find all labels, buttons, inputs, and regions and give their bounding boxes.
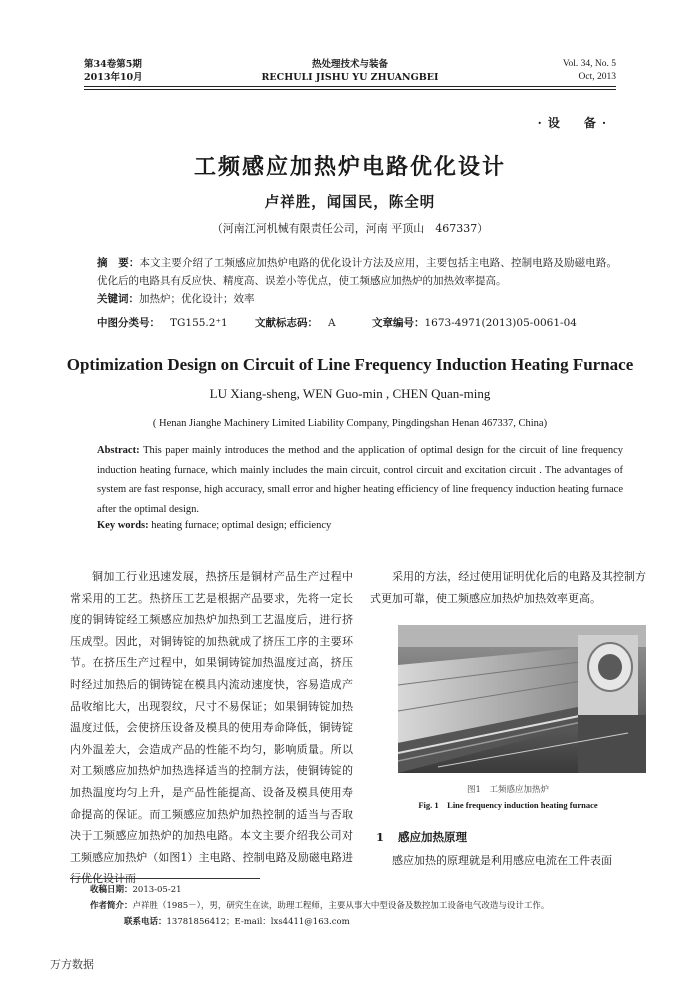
header-rule-thin — [84, 89, 616, 90]
volume-issue: 第34卷第5期 — [84, 59, 142, 70]
figure-caption-en: Fig. 1 Line frequency induction heating furnace — [418, 800, 598, 810]
author-info-label: 作者简介： — [90, 901, 133, 911]
contact-info: 13781856412；E-mail：lxs4411@163.com — [166, 917, 350, 927]
keywords-cn-label: 关键词： — [97, 293, 139, 305]
footnote-received — [90, 884, 182, 896]
issue-date-en: Oct, 2013 — [578, 72, 616, 82]
keywords-en: heating furnace; optimal design; efficiency — [151, 520, 332, 531]
section-1-heading — [376, 829, 467, 845]
keywords-en-row: Key words: heating furnace; optimal design; efficiency — [97, 520, 332, 531]
clc-value: TG155.2⁺1 — [170, 317, 228, 329]
contact-label: 联系电话： — [124, 917, 167, 927]
article-no-label: 文章编号： — [372, 317, 425, 329]
authors-cn: 卢祥胜，闻国民，陈全明 — [264, 194, 436, 211]
body-left-column: 铜加工行业迅速发展，热挤压是铜材产品生产过程中常采用的工艺。热挤压工艺是根据产品要求，先将一定长度的铜铸锭经工频感应加热炉加热到工艺温度后，进行挤压成型。因此，对铜铸锭的加热就成了挤压工序的主要环节。在挤压生产过程中，如果铜铸锭加热温度过高，挤压时经过加热后的铜铸锭在模具内流动速度快，容易造成产品收缩比大，出现裂纹，尺寸不易保证；如果铜铸锭加热温度过低，会使挤压设备及模具的使用寿命降低，铜铸锭内外温差大，会造成产品的性能不均匀，影响质量。所以对工频感应加热炉加热选择适当的控制方法，使铜铸锭的加热温度均匀上升，是产品性能提高、设备及模具使用寿命提高的保证。而工频感应加热炉加热控制的适当与否取决于工频感应加热炉的加热电路。本文主要介绍我公司对工频感应加热炉（如图1）主电路、控制电路及励磁电路进行优化设计而 — [70, 570, 353, 886]
journal-name-cn: 热处理技术与装备 — [311, 59, 388, 70]
section-tag: ·设 备· — [537, 116, 612, 130]
doc-code-value: A — [328, 317, 336, 329]
footnote-rule — [70, 878, 260, 879]
section-1-number: 1 — [376, 830, 385, 844]
watermark-footer: 万方数据 — [50, 958, 94, 971]
received-date: 2013-05-21 — [132, 885, 182, 895]
figure-caption-cn: 图1 工频感应加热炉 — [467, 785, 549, 795]
journal-name-pinyin: RECHULI JISHU YU ZHUANGBEI — [261, 72, 439, 83]
footnote-author — [90, 900, 549, 912]
affiliation-en: ( Henan Jianghe Machinery Limited Liability Company, Pingdingshan Henan 467337, China) — [152, 418, 548, 429]
abstract-cn-text: 本文主要介绍了工频感应加热炉电路的优化设计方法及应用，主要包括主电路、控制电路及励磁电路。优化后的电路具有反应快、精度高、误差小等优点，使工频感应加热炉的加热效率提高。 — [97, 257, 618, 287]
abstract-en: Abstract: This paper mainly introduces the method and the application of optimal design for the circuit of line frequency induction heating furnace, which mainly includes the main circuit, control circuit and excitation circuit . The advantages of system are fast response, high accuracy, small error and higher heating efficiency of line frequency induction heating furnace after the optimal design. — [97, 445, 623, 515]
abstract-en-label: Abstract — [97, 445, 137, 456]
doc-code-label: 文献标志码： — [255, 317, 318, 329]
abstract-cn — [97, 254, 617, 308]
volume-issue-en: Vol. 34, No. 5 — [562, 59, 616, 69]
authors-en: LU Xiang-sheng, WEN Guo-min , CHEN Quan-ming — [209, 386, 491, 401]
footnote-contact — [124, 916, 350, 928]
abstract-cn-label: 摘 要： — [97, 257, 140, 269]
body-right-paragraph: 采用的方法，经过使用证明优化后的电路及其控制方式更加可靠，使工频感应加热炉加热效率更高。 — [370, 570, 646, 605]
article-no-value: 1673-4971(2013)05-0061-04 — [424, 317, 577, 329]
issue-date-cn: 2013年10月 — [84, 72, 143, 83]
keywords-en-label: Key words — [97, 520, 146, 531]
author-info: 卢祥胜（1985－），男，研究生在读，助理工程师，主要从事大中型设备及数控加工设备电气改造与设计工作。 — [132, 901, 550, 911]
furnace-photo-image — [398, 625, 646, 773]
keywords-cn: 加热炉；优化设计；效率 — [139, 293, 255, 305]
journal-volume-en — [563, 58, 616, 84]
paper-title-cn: 工频感应加热炉电路优化设计 — [193, 154, 506, 180]
section-1-text: 感应加热的原理就是利用感应电流在工件表面 — [392, 854, 612, 867]
clc-label: 中图分类号： — [97, 317, 160, 329]
affiliation-cn: （河南江河机械有限责任公司，河南 平顶山 467337） — [211, 222, 489, 235]
paper-title-en: Optimization Design on Circuit of Line Frequency Induction Heating Furnace — [66, 355, 634, 374]
received-label: 收稿日期： — [90, 885, 133, 895]
section-1-title: 感应加热原理 — [398, 830, 468, 844]
header-rule — [84, 86, 616, 87]
abstract-en-text: This paper mainly introduces the method and the application of optimal design for the circuit of line frequency induction heating furnace, which mainly includes the main circuit, control circuit and excitation circuit . The advantages of system are fast response, high accuracy, small error and higher heating efficiency of line frequency induction heating furnace after the optimal design. — [97, 445, 623, 515]
furnace-photo — [398, 625, 646, 773]
